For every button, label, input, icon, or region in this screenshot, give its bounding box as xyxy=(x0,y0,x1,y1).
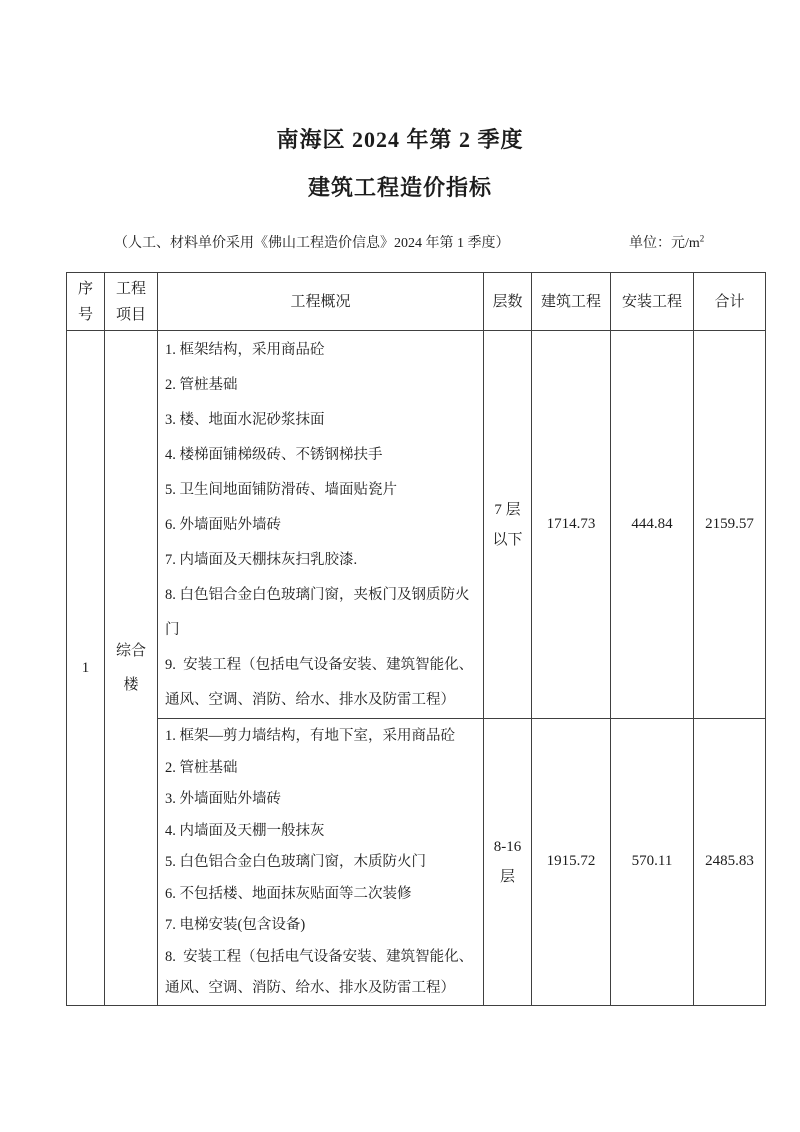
table-row xyxy=(67,719,766,1006)
overview-cell xyxy=(158,719,484,1006)
overview-item: 3. 楼、地面水泥砂浆抹面 xyxy=(165,412,325,428)
total-cost-cell: 2159.57 xyxy=(694,331,766,719)
floors-line: 7 层 xyxy=(494,501,521,518)
overview-item: 5. 白色铝合金白色玻璃门窗，木质防火门 xyxy=(165,854,426,870)
col-header-floors: 层数 xyxy=(484,273,532,331)
overview-item: 4. 楼梯面铺梯级砖、不锈钢梯扶手 xyxy=(165,447,383,463)
floors-cell xyxy=(484,719,532,1006)
floors-line: 以下 xyxy=(492,531,523,548)
overview-item: 7. 电梯安装(包含设备) xyxy=(165,917,306,933)
overview-item: 6. 不包括楼、地面抹灰贴面等二次装修 xyxy=(165,885,412,902)
overview-item: 3. 外墙面贴外墙砖 xyxy=(165,791,281,807)
installation-cost-cell: 570.11 xyxy=(611,719,694,1006)
col-header-total: 合计 xyxy=(694,273,766,331)
document-title-line2: 建筑工程造价指标 xyxy=(307,175,492,200)
unit-label xyxy=(629,232,704,252)
unit-text: 单位：元/m xyxy=(629,236,700,251)
overview-item: 7. 内墙面及天棚抹灰扫乳胶漆. xyxy=(165,552,358,568)
col-header-project: 工程项目 xyxy=(105,273,158,331)
overview-item: 8. 白色铝合金白色玻璃门窗，夹板门及钢质防火门 xyxy=(165,587,470,638)
col-header-overview: 工程概况 xyxy=(158,273,484,331)
construction-cost-cell: 1714.73 xyxy=(532,331,611,719)
overview-item: 4. 内墙面及天棚一般抹灰 xyxy=(165,822,325,839)
floors-line: 8-16 xyxy=(493,838,522,855)
seq-cell: 1 xyxy=(67,331,105,1006)
source-note: （人工、材料单价采用《佛山工程造价信息》2024 年第 1 季度） xyxy=(114,236,510,251)
col-header-installation: 安装工程 xyxy=(611,273,694,331)
overview-item: 1. 框架结构，采用商品砼 xyxy=(165,342,325,358)
unit-exponent: 2 xyxy=(699,233,705,244)
overview-item: 6. 外墙面贴外墙砖 xyxy=(165,517,281,533)
overview-item: 9. 安装工程（包括电气设备安装、建筑智能化、通风、空调、消防、给水、排水及防雷工程） xyxy=(165,657,474,708)
col-header-seq: 序号 xyxy=(67,273,105,331)
overview-item: 1. 框架—剪力墙结构，有地下室，采用商品砼 xyxy=(165,728,455,744)
floors-line: 层 xyxy=(499,868,515,885)
table-row xyxy=(67,331,766,719)
overview-item: 8. 安装工程（包括电气设备安装、建筑智能化、通风、空调、消防、给水、排水及防雷工程） xyxy=(165,948,474,996)
overview-cell xyxy=(158,331,484,719)
floors-cell xyxy=(484,331,532,719)
document-title-line1: 南海区 2024 年第 2 季度 xyxy=(276,127,524,152)
total-cost-cell: 2485.83 xyxy=(694,719,766,1006)
construction-cost-cell: 1915.72 xyxy=(532,719,611,1006)
cost-index-table xyxy=(66,272,766,1006)
overview-item: 2. 管桩基础 xyxy=(165,759,238,776)
col-header-construction: 建筑工程 xyxy=(532,273,611,331)
installation-cost-cell: 444.84 xyxy=(611,331,694,719)
overview-item: 5. 卫生间地面铺防滑砖、墙面贴瓷片 xyxy=(165,482,397,498)
project-cell: 综合楼 xyxy=(105,331,158,1006)
overview-item: 2. 管桩基础 xyxy=(165,377,238,393)
table-header-row xyxy=(67,273,766,331)
